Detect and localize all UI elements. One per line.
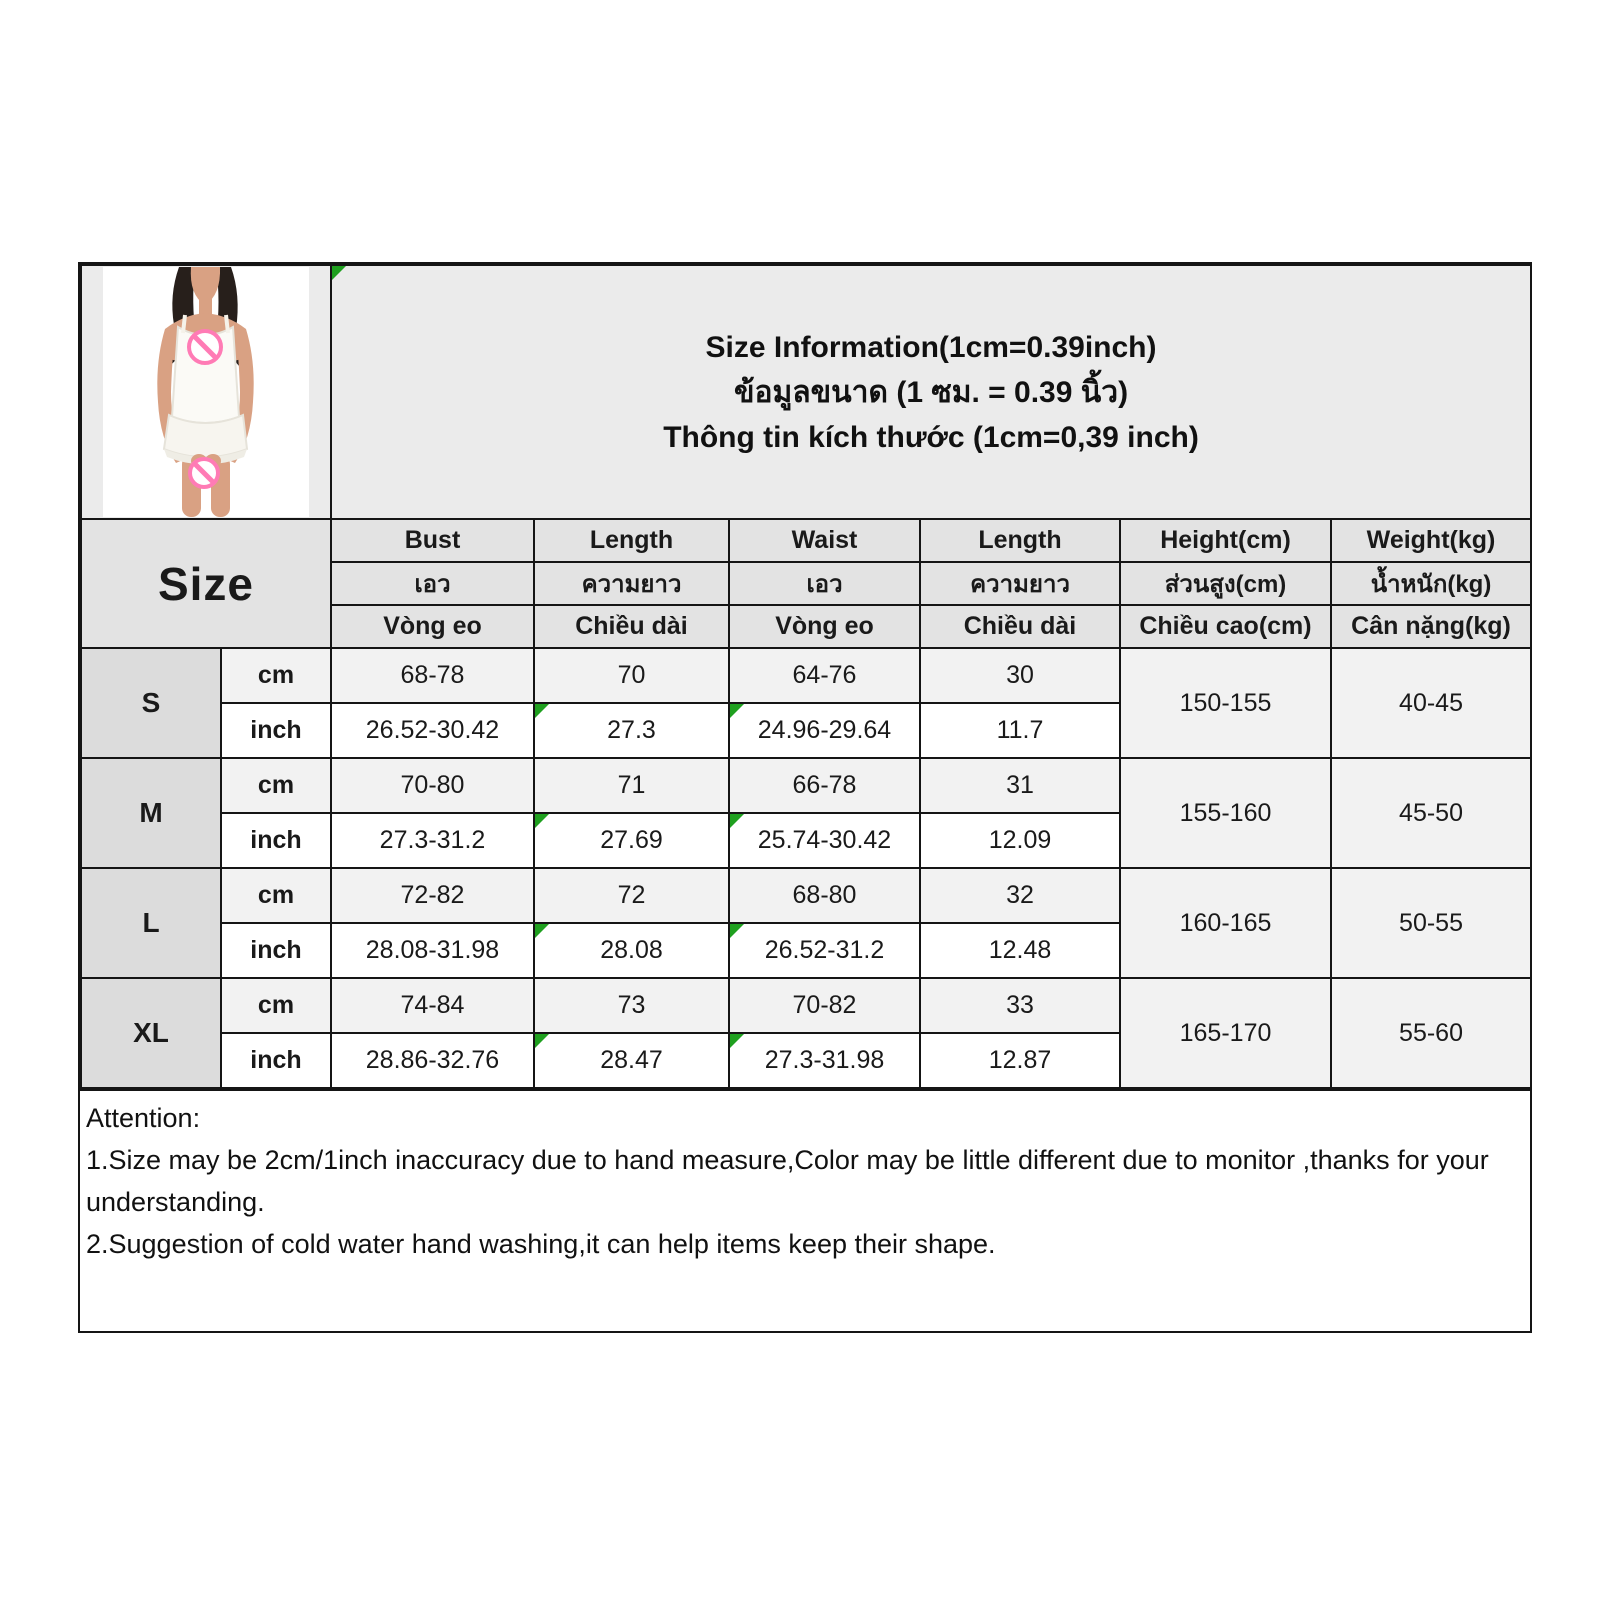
- col-header-length2-vi: Chiều dài: [920, 605, 1120, 648]
- value-text: 26.52-31.2: [764, 936, 885, 964]
- value-cell: [729, 813, 920, 868]
- size-label-s: S: [81, 648, 221, 758]
- unit-label-inch: inch: [221, 703, 331, 758]
- unit-label-cm: cm: [221, 758, 331, 813]
- size-label-l: L: [81, 868, 221, 978]
- col-header-height-th: ส่วนสูง(cm): [1120, 562, 1331, 605]
- col-header-waist-vi: Vòng eo: [729, 605, 920, 648]
- col-header-bust: Bust: [331, 519, 534, 562]
- value-text: 27.69: [600, 826, 663, 854]
- title-vietnamese: Thông tin kích thước (1cm=0,39 inch): [663, 420, 1199, 454]
- attention-line-1: 1.Size may be 2cm/1inch inaccuracy due to hand measure,Color may be little different due to monitor ,thanks for your understanding.: [86, 1145, 1489, 1217]
- lingerie-model-illustration: [103, 267, 309, 517]
- attention-note: [80, 1089, 1530, 1331]
- value-cell: 28.86-32.76: [331, 1033, 534, 1088]
- value-cell: [534, 1033, 729, 1088]
- corner-flag-icon: [730, 814, 744, 828]
- value-cell: 32: [920, 868, 1120, 923]
- value-cell: 30: [920, 648, 1120, 703]
- value-cell: 12.87: [920, 1033, 1120, 1088]
- value-cell: 33: [920, 978, 1120, 1033]
- value-cell: 70: [534, 648, 729, 703]
- size-label-m: M: [81, 758, 221, 868]
- censor-icon: [189, 331, 221, 363]
- attention-line-2: 2.Suggestion of cold water hand washing,it can help items keep their shape.: [86, 1229, 996, 1259]
- value-text: 24.96-29.64: [757, 716, 892, 744]
- value-cell: 31: [920, 758, 1120, 813]
- weight-cell: 50-55: [1331, 868, 1531, 978]
- value-cell: [729, 703, 920, 758]
- col-header-weight: Weight(kg): [1331, 519, 1531, 562]
- title-english: Size Information(1cm=0.39inch): [705, 330, 1157, 364]
- value-cell: [729, 923, 920, 978]
- col-header-length2: Length: [920, 519, 1120, 562]
- col-header-height-vi: Chiều cao(cm): [1120, 605, 1331, 648]
- corner-flag-icon: [730, 924, 744, 938]
- col-header-bust-vi: Vòng eo: [331, 605, 534, 648]
- title-row: [81, 265, 1531, 519]
- col-header-height: Height(cm): [1120, 519, 1331, 562]
- value-cell: 26.52-30.42: [331, 703, 534, 758]
- value-text: 27.3-31.98: [764, 1046, 885, 1074]
- row-m-cm: [81, 758, 1531, 813]
- unit-label-inch: inch: [221, 1033, 331, 1088]
- value-cell: 73: [534, 978, 729, 1033]
- attention-heading: Attention:: [86, 1103, 201, 1133]
- unit-label-cm: cm: [221, 648, 331, 703]
- weight-cell: 45-50: [1331, 758, 1531, 868]
- col-header-waist: Waist: [729, 519, 920, 562]
- size-header: Size: [81, 519, 331, 648]
- corner-flag-icon: [535, 924, 549, 938]
- col-header-length-vi: Chiều dài: [534, 605, 729, 648]
- size-label-xl: XL: [81, 978, 221, 1088]
- row-s-cm: [81, 648, 1531, 703]
- weight-cell: 55-60: [1331, 978, 1531, 1088]
- value-cell: [534, 813, 729, 868]
- value-cell: 68-80: [729, 868, 920, 923]
- product-photo-cell: [81, 265, 331, 519]
- col-header-waist-th: เอว: [729, 562, 920, 605]
- corner-flag-icon: [730, 1034, 744, 1048]
- height-cell: 160-165: [1120, 868, 1331, 978]
- col-header-weight-vi: Cân nặng(kg): [1331, 605, 1531, 648]
- height-cell: 165-170: [1120, 978, 1331, 1088]
- unit-label-cm: cm: [221, 868, 331, 923]
- value-text: 28.08: [600, 936, 663, 964]
- value-text: 28.47: [600, 1046, 663, 1074]
- col-header-length-th: ความยาว: [534, 562, 729, 605]
- corner-flag-icon: [535, 704, 549, 718]
- weight-cell: 40-45: [1331, 648, 1531, 758]
- col-header-length: Length: [534, 519, 729, 562]
- value-cell: 71: [534, 758, 729, 813]
- value-cell: 27.3-31.2: [331, 813, 534, 868]
- col-header-length2-th: ความยาว: [920, 562, 1120, 605]
- value-cell: [729, 1033, 920, 1088]
- unit-label-inch: inch: [221, 923, 331, 978]
- title-cell: [331, 265, 1531, 519]
- value-cell: 12.09: [920, 813, 1120, 868]
- value-cell: [534, 703, 729, 758]
- corner-flag-icon: [535, 814, 549, 828]
- corner-flag-icon: [332, 266, 346, 280]
- product-photo: [103, 267, 309, 517]
- row-xl-cm: [81, 978, 1531, 1033]
- size-chart-sheet: [78, 262, 1532, 1333]
- corner-flag-icon: [535, 1034, 549, 1048]
- value-cell: 72-82: [331, 868, 534, 923]
- value-cell: 74-84: [331, 978, 534, 1033]
- header-row-english: [81, 519, 1531, 562]
- value-text: 27.3: [607, 716, 656, 744]
- col-header-weight-th: น้ำหนัก(kg): [1331, 562, 1531, 605]
- value-cell: 70-82: [729, 978, 920, 1033]
- size-table: [80, 264, 1532, 1089]
- value-cell: 70-80: [331, 758, 534, 813]
- value-text: 25.74-30.42: [757, 826, 892, 854]
- value-cell: 12.48: [920, 923, 1120, 978]
- value-cell: 72: [534, 868, 729, 923]
- title-thai: ข้อมูลขนาด (1 ซม. = 0.39 นิ้ว): [733, 375, 1129, 409]
- value-cell: 66-78: [729, 758, 920, 813]
- value-cell: 28.08-31.98: [331, 923, 534, 978]
- unit-label-cm: cm: [221, 978, 331, 1033]
- row-l-cm: [81, 868, 1531, 923]
- height-cell: 155-160: [1120, 758, 1331, 868]
- censor-icon: [190, 459, 218, 487]
- value-cell: 11.7: [920, 703, 1120, 758]
- value-cell: [534, 923, 729, 978]
- corner-flag-icon: [730, 704, 744, 718]
- value-cell: 68-78: [331, 648, 534, 703]
- col-header-bust-th: เอว: [331, 562, 534, 605]
- unit-label-inch: inch: [221, 813, 331, 868]
- height-cell: 150-155: [1120, 648, 1331, 758]
- value-cell: 64-76: [729, 648, 920, 703]
